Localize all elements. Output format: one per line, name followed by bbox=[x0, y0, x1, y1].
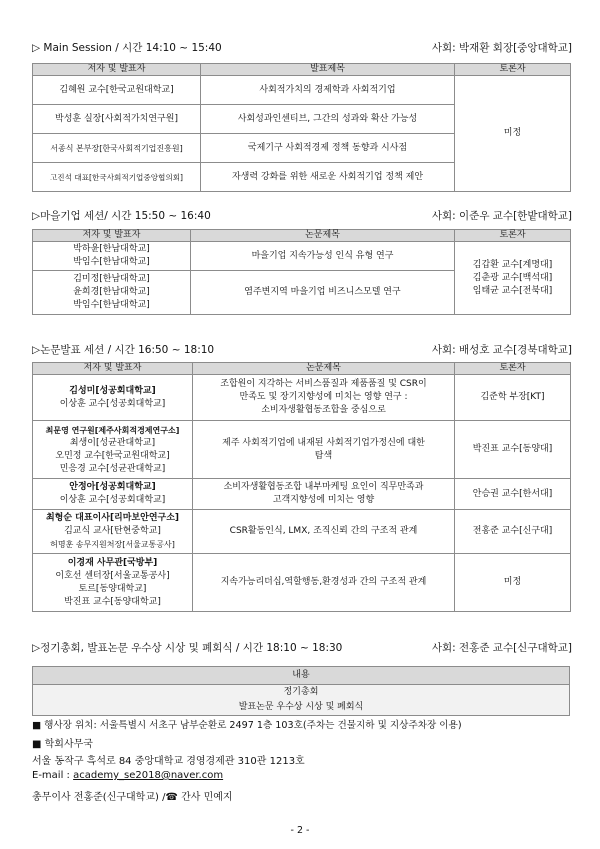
paper-session-title: ▷논문발표 세션 / 시간 16:50 ~ 18:10 bbox=[32, 344, 215, 356]
title-cell: 사회성과인센티브, 그간의 성과와 확산 가능성 bbox=[201, 105, 455, 134]
author-cell: 이경재 사무관[국방부] 이호선 센터장[서울교통공사] 토르[동양대학교] 박진표 교수[동양대학교] bbox=[33, 554, 193, 612]
title-cell: 마을기업 지속가능성 인식 유형 연구 bbox=[191, 242, 455, 271]
title-cell: 조합원이 지각하는 서비스품질과 제품품질 및 CSR이 만족도 및 장기지향성에 미치는 영향 연구 : 소비자생활협동조합을 중심으로 bbox=[193, 375, 455, 421]
title-cell: 제주 사회적기업에 내재된 사회적기업가정신에 대한 탐색 bbox=[193, 421, 455, 479]
village-session-chair: 사회: 이준우 교수[한밭대학교] bbox=[431, 210, 572, 222]
discussant-cell: 김준학 부장[KT] bbox=[455, 375, 571, 421]
office-title: ■ 학회사무국 bbox=[32, 739, 93, 750]
content-cell-award: 발표논문 우수상 시상 및 폐회식 bbox=[33, 700, 570, 716]
closing-session-title: ▷정기총회, 발표논문 우수상 시상 및 폐회식 / 시간 18:10 ~ 18:30 bbox=[32, 642, 343, 654]
col-header-title: 논문제목 bbox=[193, 363, 455, 375]
main-session-title: ▷ Main Session / 시간 14:10 ~ 15:40 bbox=[32, 42, 222, 54]
title-cell: 소비자생활협동조합 내부마케팅 요인이 직무만족과 고객지향성에 미치는 영향 bbox=[193, 479, 455, 510]
content-cell-meeting: 정기총회 bbox=[33, 685, 570, 701]
author-cell: 안정아[성공회대학교] 이상훈 교수[성공회대학교] bbox=[33, 479, 193, 510]
author-cell: 고진석 대표[한국사회적기업중앙협의회] bbox=[33, 163, 201, 192]
paper-session-header bbox=[32, 342, 572, 357]
main-session-header bbox=[32, 40, 572, 55]
discussant-cell: 안승권 교수[한서대] bbox=[455, 479, 571, 510]
title-cell: 자생력 강화를 위한 새로운 사회적기업 정책 제안 bbox=[201, 163, 455, 192]
table-row bbox=[33, 242, 571, 271]
col-header-discussant: 토론자 bbox=[455, 64, 571, 76]
title-cell: 염주변지역 마을기업 비즈니스모델 연구 bbox=[191, 271, 455, 315]
col-header-discussant: 토론자 bbox=[455, 230, 571, 242]
email-link[interactable]: academy_se2018@naver.com bbox=[73, 770, 224, 781]
table-row bbox=[33, 510, 571, 554]
table-row bbox=[33, 554, 571, 612]
author-cell: 최문영 연구원[제주사회적경제연구소] 최생이[성균관대학교] 오민정 교수[한국교원대학교] 민응경 교수[성균관대학교] bbox=[33, 421, 193, 479]
table-row bbox=[33, 421, 571, 479]
author-cell: 서종식 본부장[한국사회적기업진흥원] bbox=[33, 134, 201, 163]
paper-session-table bbox=[32, 362, 571, 612]
office-address: 서울 동작구 흑석로 84 중앙대학교 경영경제관 310관 1213호 bbox=[32, 756, 305, 767]
discussant-cell: 전홍준 교수[신구대] bbox=[455, 510, 571, 554]
col-header-title: 논문제목 bbox=[191, 230, 455, 242]
discussant-cell: 미정 bbox=[455, 554, 571, 612]
village-session-header bbox=[32, 208, 572, 223]
village-session-table bbox=[32, 229, 571, 315]
title-cell: 지속가능리더십,역할행동,환경성과 간의 구조적 관계 bbox=[193, 554, 455, 612]
village-session-title: ▷마을기업 세션/ 시간 15:50 ~ 16:40 bbox=[32, 210, 211, 222]
title-cell: 국제기구 사회적경제 정책 동향과 시사점 bbox=[201, 134, 455, 163]
col-header-title: 발표제목 bbox=[201, 64, 455, 76]
author-cell: 박성훈 실장[사회적가치연구원] bbox=[33, 105, 201, 134]
author-cell: 박하윤[한남대학교] 박임수[한남대학교] bbox=[33, 242, 191, 271]
discussant-cell: 김갑환 교수[계명대] 김춘광 교수[백석대] 임태균 교수[전북대] bbox=[455, 242, 571, 315]
col-header-authors: 저자 및 발표자 bbox=[33, 64, 201, 76]
table-row bbox=[33, 375, 571, 421]
table-row bbox=[33, 700, 570, 716]
discussant-cell: 미정 bbox=[455, 76, 571, 192]
author-cell: 김미정[한남대학교] 윤희경[한남대학교] 박임수[한남대학교] bbox=[33, 271, 191, 315]
paper-session-chair: 사회: 배성호 교수[경북대학교] bbox=[431, 344, 572, 356]
email-label: E-mail : bbox=[32, 770, 74, 781]
venue-info: ■ 행사장 위치: 서울특별시 서초구 남부순환로 2497 1층 103호(주차는 건물지하 및 지상주차장 이용) bbox=[32, 720, 462, 731]
author-cell: 김성미[성공회대학교] 이상훈 교수[성공회대학교] bbox=[33, 375, 193, 421]
author-cell: 김혜원 교수[한국교원대학교] bbox=[33, 76, 201, 105]
col-header-authors: 저자 및 발표자 bbox=[33, 363, 193, 375]
email-line bbox=[32, 770, 223, 781]
table-row bbox=[33, 685, 570, 701]
closing-session-header bbox=[32, 640, 572, 655]
title-cell: CSR활동인식, LMX, 조직신뢰 간의 구조적 관계 bbox=[193, 510, 455, 554]
discussant-cell: 박진표 교수[동양대] bbox=[455, 421, 571, 479]
main-session-chair: 사회: 박재환 회장[중앙대학교] bbox=[431, 42, 572, 54]
main-session-table bbox=[32, 63, 571, 192]
col-header-discussant: 토론자 bbox=[455, 363, 571, 375]
table-row bbox=[33, 76, 571, 105]
col-header-authors: 저자 및 발표자 bbox=[33, 230, 191, 242]
col-header-content: 내용 bbox=[33, 667, 570, 685]
title-cell: 사회적가치의 경제학과 사회적기업 bbox=[201, 76, 455, 105]
author-cell: 최형순 대표이사[리마보안연구소] 김교식 교사[탄현중학교] 허명훈 송무지원처장[서울교통공사] bbox=[33, 510, 193, 554]
page-number: - 2 - bbox=[290, 825, 310, 836]
closing-session-table bbox=[32, 666, 570, 716]
closing-session-chair: 사회: 전홍준 교수[신구대학교] bbox=[431, 642, 572, 654]
contact-line: 총무이사 전홍준(신구대학교) /☎ 간사 민예지 bbox=[32, 792, 233, 803]
table-row bbox=[33, 479, 571, 510]
